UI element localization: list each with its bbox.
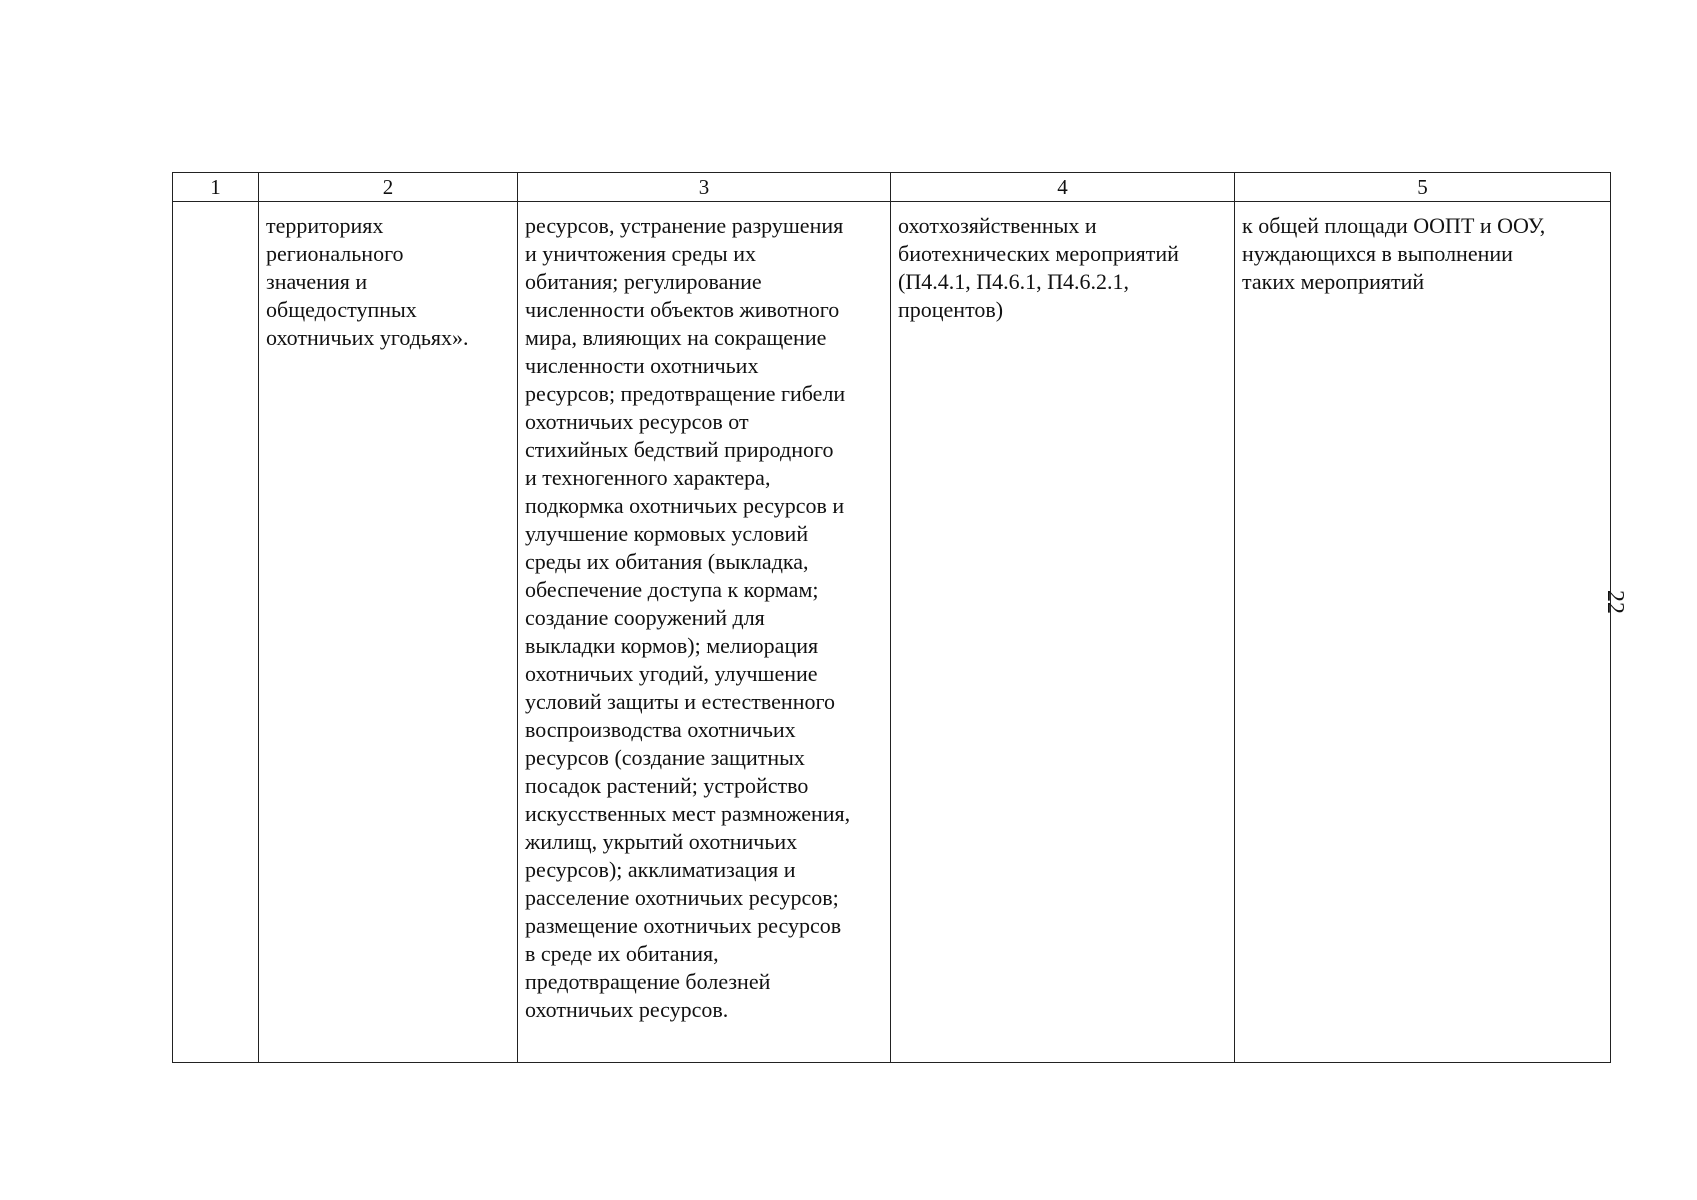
text-line: в среде их обитания,: [525, 941, 719, 966]
column-header-1: 1: [173, 173, 259, 202]
text-line: воспроизводства охотничьих: [525, 717, 796, 742]
text-line: ресурсов); акклиматизация и: [525, 857, 796, 882]
table-header-row: [173, 173, 1611, 202]
text-line: среды их обитания (выкладка,: [525, 549, 809, 574]
text-line: улучшение кормовых условий: [525, 521, 809, 546]
text-line: предотвращение болезней: [525, 969, 771, 994]
text-line: численности объектов животного: [525, 297, 840, 322]
cell-col-4: [891, 202, 1235, 1063]
text-line: расселение охотничьих ресурсов;: [525, 885, 839, 910]
text-line: подкормка охотничьих ресурсов и: [525, 493, 845, 518]
text-line: выкладки кормов); мелиорация: [525, 633, 819, 658]
text-line: процентов): [898, 297, 1004, 322]
column-header-5: 5: [1235, 173, 1611, 202]
text-line: условий защиты и естественного: [525, 689, 835, 714]
column-header-4: 4: [891, 173, 1235, 202]
text-line: (П4.4.1, П4.6.1, П4.6.2.1,: [898, 269, 1129, 294]
text-line: охотничьих ресурсов.: [525, 997, 729, 1022]
text-line: обитания; регулирование: [525, 269, 762, 294]
text-line: таких мероприятий: [1242, 269, 1425, 294]
column-header-3: 3: [518, 173, 891, 202]
text-line: численности охотничьих: [525, 353, 759, 378]
cell-text: [518, 202, 890, 1024]
text-line: охотничьих ресурсов от: [525, 409, 749, 434]
text-line: ресурсов; предотвращение гибели: [525, 381, 846, 406]
text-line: нуждающихся в выполнении: [1242, 241, 1513, 266]
text-line: обеспечение доступа к кормам;: [525, 577, 819, 602]
page-number: 22: [1602, 590, 1628, 614]
text-line: территориях: [266, 213, 384, 238]
text-line: искусственных мест размножения,: [525, 801, 851, 826]
cell-text: [259, 202, 517, 352]
data-table: [172, 172, 1611, 1063]
text-line: мира, влияющих на сокращение: [525, 325, 827, 350]
text-line: охотничьих угодьях».: [266, 325, 469, 350]
text-line: охотничьих угодий, улучшение: [525, 661, 818, 686]
cell-col-5: [1235, 202, 1611, 1063]
text-line: жилищ, укрытий охотничьих: [525, 829, 798, 854]
text-line: создание сооружений для: [525, 605, 765, 630]
text-line: биотехнических мероприятий: [898, 241, 1179, 266]
text-line: регионального: [266, 241, 404, 266]
text-line: охотхозяйственных и: [898, 213, 1097, 238]
text-line: посадок растений; устройство: [525, 773, 809, 798]
table-row: [173, 202, 1611, 1063]
text-line: к общей площади ООПТ и ООУ,: [1242, 213, 1546, 238]
cell-col-3: [518, 202, 891, 1063]
column-header-2: 2: [259, 173, 518, 202]
cell-col-1: [173, 202, 259, 1063]
text-line: ресурсов, устранение разрушения: [525, 213, 844, 238]
cell-text: [1235, 202, 1610, 296]
text-line: ресурсов (создание защитных: [525, 745, 805, 770]
text-line: размещение охотничьих ресурсов: [525, 913, 842, 938]
text-line: и уничтожения среды их: [525, 241, 756, 266]
cell-text: [173, 202, 258, 212]
cell-col-2: [259, 202, 518, 1063]
cell-text: [891, 202, 1234, 324]
text-line: стихийных бедствий природного: [525, 437, 834, 462]
text-line: общедоступных: [266, 297, 417, 322]
text-line: и техногенного характера,: [525, 465, 771, 490]
text-line: значения и: [266, 269, 368, 294]
